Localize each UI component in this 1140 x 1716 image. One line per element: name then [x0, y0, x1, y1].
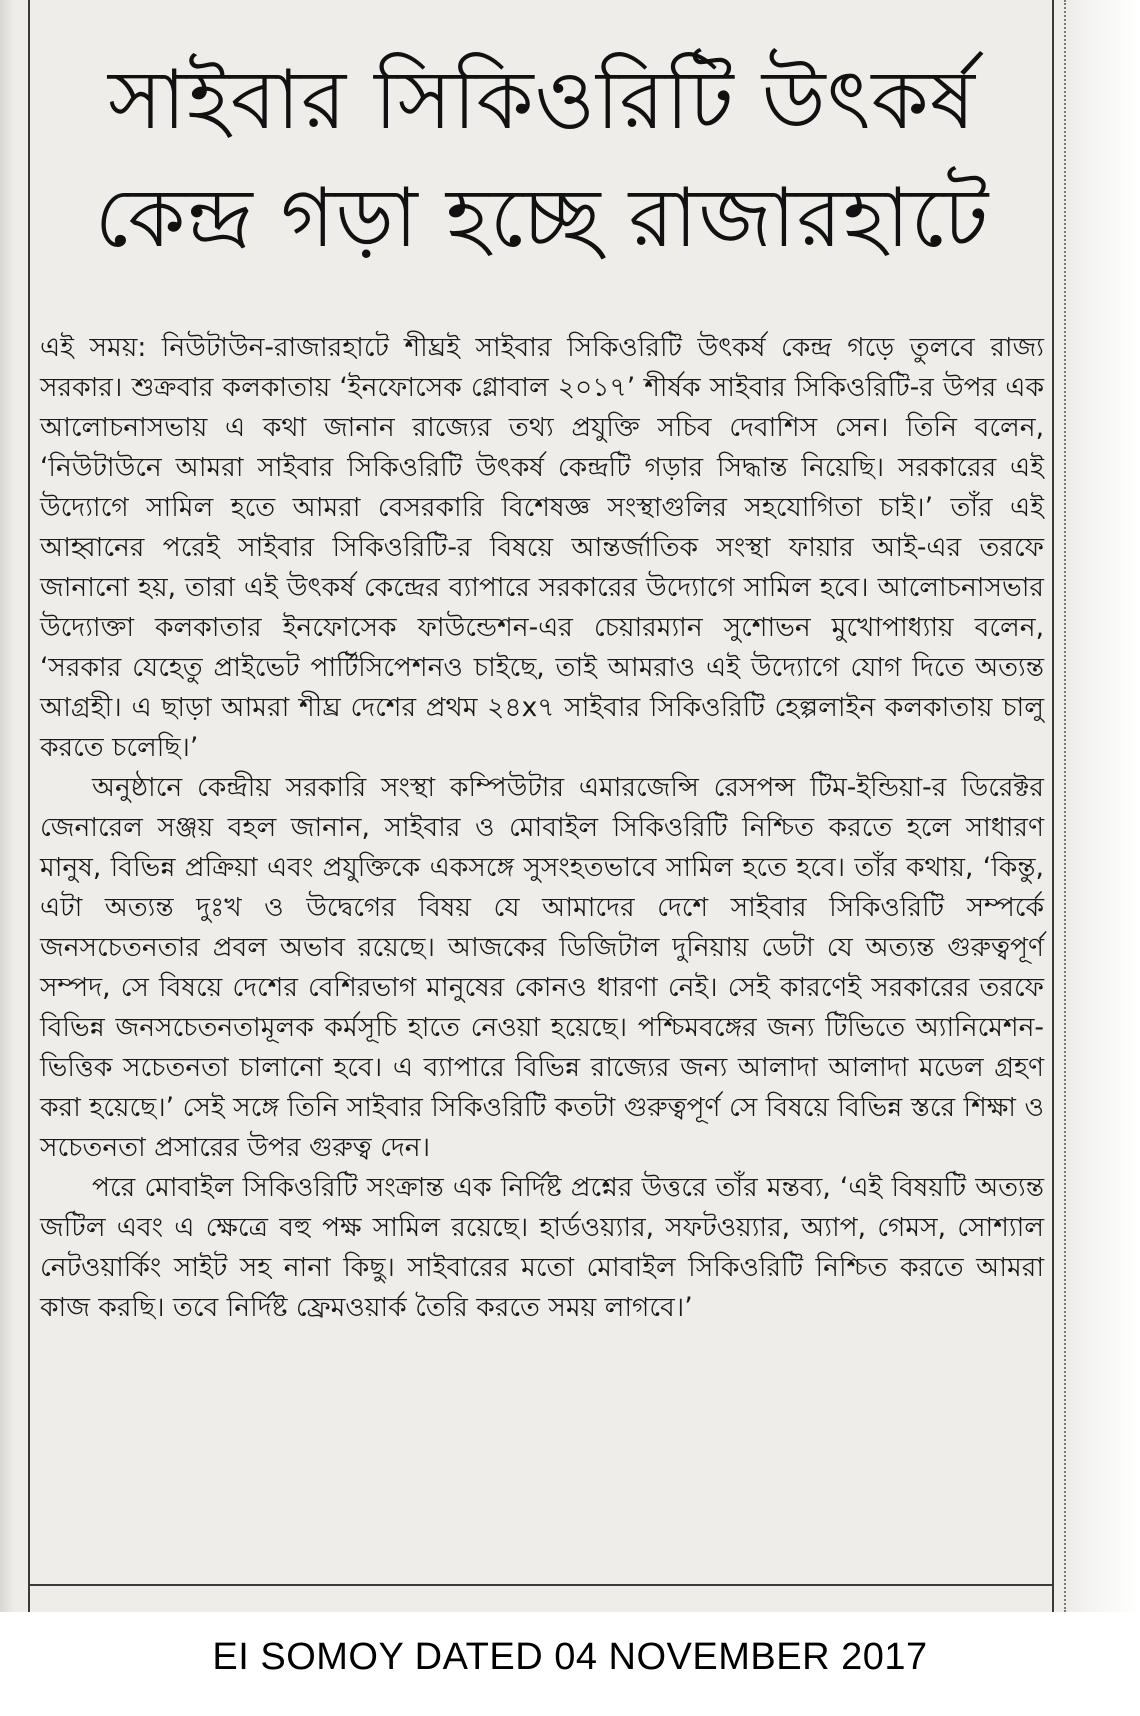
- paper-edge-left: [0, 0, 14, 1612]
- source-caption: EI SOMOY DATED 04 NOVEMBER 2017: [212, 1636, 928, 1678]
- article-body: [40, 328, 1044, 1328]
- paragraph-1-text: নিউটাউন-রাজারহাটে শীঘ্রই সাইবার সিকিওরিটি উৎকর্ষ কেন্দ্র গড়ে তুলবে রাজ্য সরকার। শুক্রবার কলকাতায় ‘ইনফোসেক গ্লোবাল ২০১৭’ শীর্ষক সাইবার সিকিওরিটি-র উপর এক আলোচনাসভায় এ কথা জানান রাজ্যের তথ্য প্রযুক্তি সচিব দেবাশিস সেন। তিনি বলেন, ‘নিউটাউনে আমরা সাইবার সিকিওরিটি উৎকর্ষ কেন্দ্রটি গড়ার সিদ্ধান্ত নিয়েছি। সরকারের এই উদ্যোগে সামিল হতে আমরা বেসরকারি বিশেষজ্ঞ সংস্থাগুলির সহযোগিতা চাই।’ তাঁর এই আহ্বানের পরেই সাইবার সিকিওরিটি-র বিষয়ে আন্তর্জাতিক সংস্থা ফায়ার আই-এর তরফে জানানো হয়, তারা এই উৎকর্ষ কেন্দ্রের ব্যাপারে সরকারের উদ্যোগে সামিল হবে। আলোচনাসভার উদ্যোক্তা কলকাতার ইনফোসেক ফাউন্ডেশন-এর চেয়ারম্যান সুশোভন মুখোপাধ্যায় বলেন, ‘সরকার যেহেতু প্রাইভেট পার্টিসিপেশনও চাইছে, তাই আমরাও এই উদ্যোগে যোগ দিতে অত্যন্ত আগ্রহী। এ ছাড়া আমরা শীঘ্র দেশের প্রথম ২৪x৭ সাইবার সিকিওরিটি হেল্পলাইন কলকাতায় চালু করতে চলেছি।’: [40, 332, 1044, 763]
- article-paragraph-1: [40, 328, 1044, 768]
- column-rule-bottom: [28, 1584, 1054, 1586]
- headline-line-2: কেন্দ্র গড়া হচ্ছে রাজারহাটে: [94, 171, 990, 266]
- headline-line-1: সাইবার সিকিওরিটি উৎকর্ষ: [107, 53, 977, 148]
- column-rule-dotted: [1064, 0, 1066, 1612]
- column-rule-right: [1052, 0, 1054, 1612]
- article-paragraph-2: অনুষ্ঠানে কেন্দ্রীয় সরকারি সংস্থা কম্পিউটার এমারজেন্সি রেসপন্স টিম-ইন্ডিয়া-র ডিরেক্টর জেনারেল সঞ্জয় বহল জানান, সাইবার ও মোবাইল সিকিওরিটি নিশ্চিত করতে হলে সাধারণ মানুষ, বিভিন্ন প্রক্রিয়া এবং প্রযুক্তিকে একসঙ্গে সুসংহতভাবে সামিল হতে হবে। তাঁর কথায়, ‘কিন্তু, এটা অত্যন্ত দুঃখ ও উদ্বেগের বিষয় যে আমাদের দেশে সাইবার সিকিওরিটি সম্পর্কে জনসচেতনতার প্রবল অভাব রয়েছে। আজকের ডিজিটাল দুনিয়ায় ডেটা যে অত্যন্ত গুরুত্বপূর্ণ সম্পদ, সে বিষয়ে দেশের বেশিরভাগ মানুষের কোনও ধারণা নেই। সেই কারণেই সরকারের তরফে বিভিন্ন জনসচেতনতামূলক কর্মসূচি হাতে নেওয়া হয়েছে। পশ্চিমবঙ্গের জন্য টিভিতে অ্যানিমেশন-ভিত্তিক সচেতনতা চালানো হবে। এ ব্যাপারে বিভিন্ন রাজ্যের জন্য আলাদা আলাদা মডেল গ্রহণ করা হয়েছে।’ সেই সঙ্গে তিনি সাইবার সিকিওরিটি কতটা গুরুত্বপূর্ণ সে বিষয়ে বিভিন্ন স্তরে শিক্ষা ও সচেতনতা প্রসারের উপর গুরুত্ব দেন।: [40, 772, 1044, 1163]
- paper-edge-right: [1070, 0, 1140, 1612]
- column-rule-left: [28, 0, 30, 1612]
- article-paragraph-3: পরে মোবাইল সিকিওরিটি সংক্রান্ত এক নির্দিষ্ট প্রশ্নের উত্তরে তাঁর মন্তব্য, ‘এই বিষয়টি অত্যন্ত জটিল এবং এ ক্ষেত্রে বহু পক্ষ সামিল রয়েছে। হার্ডওয়্যার, সফটওয়্যার, অ্যাপ, গেমস, সোশ্যাল নেটওয়ার্কিং সাইট সহ নানা কিছু। সাইবারের মতো মোবাইল সিকিওরিটি নিশ্চিত করতে আমরা কাজ করছি। তবে নির্দিষ্ট ফ্রেমওয়ার্ক তৈরি করতে সময় লাগবে।’: [40, 1172, 1044, 1323]
- article-headline: [40, 42, 1044, 278]
- dateline: এই সময়:: [40, 332, 147, 363]
